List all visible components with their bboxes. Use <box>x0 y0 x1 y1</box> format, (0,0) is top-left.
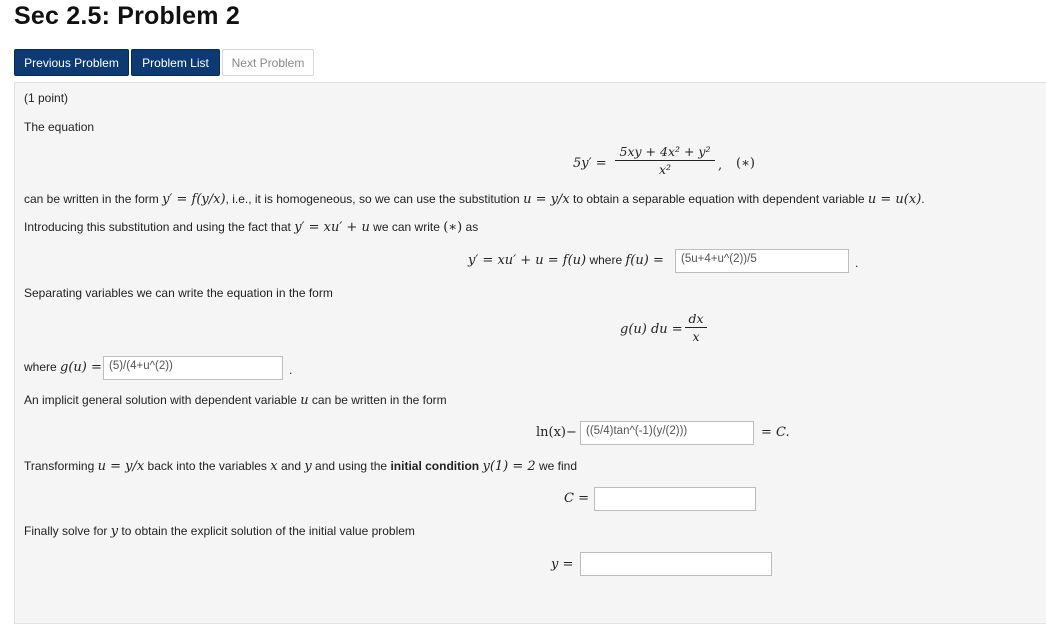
homogeneous-line: can be written in the form y′ = f(y/x), i.e., it is homogeneous, so we can use the substitution u = y/x to obtain a separable equation with dependent variable u = u(x). <box>24 192 925 207</box>
equation-tag: (∗) <box>736 156 755 171</box>
substitution-line: Introducing this substitution and using the fact that y′ = xu′ + u we can write (∗) as <box>24 220 479 235</box>
f-of-u-row: y′ = xu′ + u = f(u) where f(u) = <box>468 253 664 268</box>
implicit-text: An implicit general solution with dependent variable u can be written in the form <box>24 393 447 408</box>
intro-text: The equation <box>24 120 95 134</box>
y-label: y = <box>551 557 574 572</box>
transform-line: Transforming u = y/x back into the variables x and y and using the initial condition y(1) = 2 we find <box>24 459 578 474</box>
f-period: . <box>855 256 859 270</box>
separating-text: Separating variables we can write the equation in the form <box>24 286 333 300</box>
separated-fraction: dx x <box>685 311 707 344</box>
next-problem-button[interactable]: Next Problem <box>222 49 314 76</box>
g-of-u-answer-field[interactable]: (5)/(4+u^(2)) <box>103 356 283 380</box>
page-title: Sec 2.5: Problem 2 <box>14 2 240 30</box>
equation-denominator: x² <box>658 162 672 177</box>
equation-numerator: 5xy + 4x² + y² <box>619 144 711 159</box>
c-answer-field[interactable] <box>594 487 756 511</box>
final-text: Finally solve for y to obtain the explicit solution of the initial value problem <box>24 524 415 539</box>
c-label: C = <box>564 491 589 506</box>
previous-problem-button[interactable]: Previous Problem <box>14 49 129 76</box>
g-period: . <box>289 363 293 377</box>
implicit-answer-field[interactable]: ((5/4)tan^(-1)(y/(2))) <box>580 421 754 445</box>
ln-rhs: = C. <box>761 425 790 440</box>
equation-lhs: 5y′ = <box>573 156 607 171</box>
problem-body <box>14 82 1046 624</box>
equation-comma: , <box>718 158 723 173</box>
ln-lhs: ln(x)− <box>536 425 577 440</box>
problem-list-button[interactable]: Problem List <box>131 49 220 76</box>
f-of-u-answer-field[interactable]: (5u+4+u^(2))/5 <box>675 249 849 273</box>
points-label: (1 point) <box>24 91 69 105</box>
separated-lhs: g(u) du = <box>620 322 683 337</box>
y-answer-field[interactable] <box>580 552 772 576</box>
equation-fraction <box>615 144 715 177</box>
g-of-u-row: where g(u) = <box>24 360 102 375</box>
